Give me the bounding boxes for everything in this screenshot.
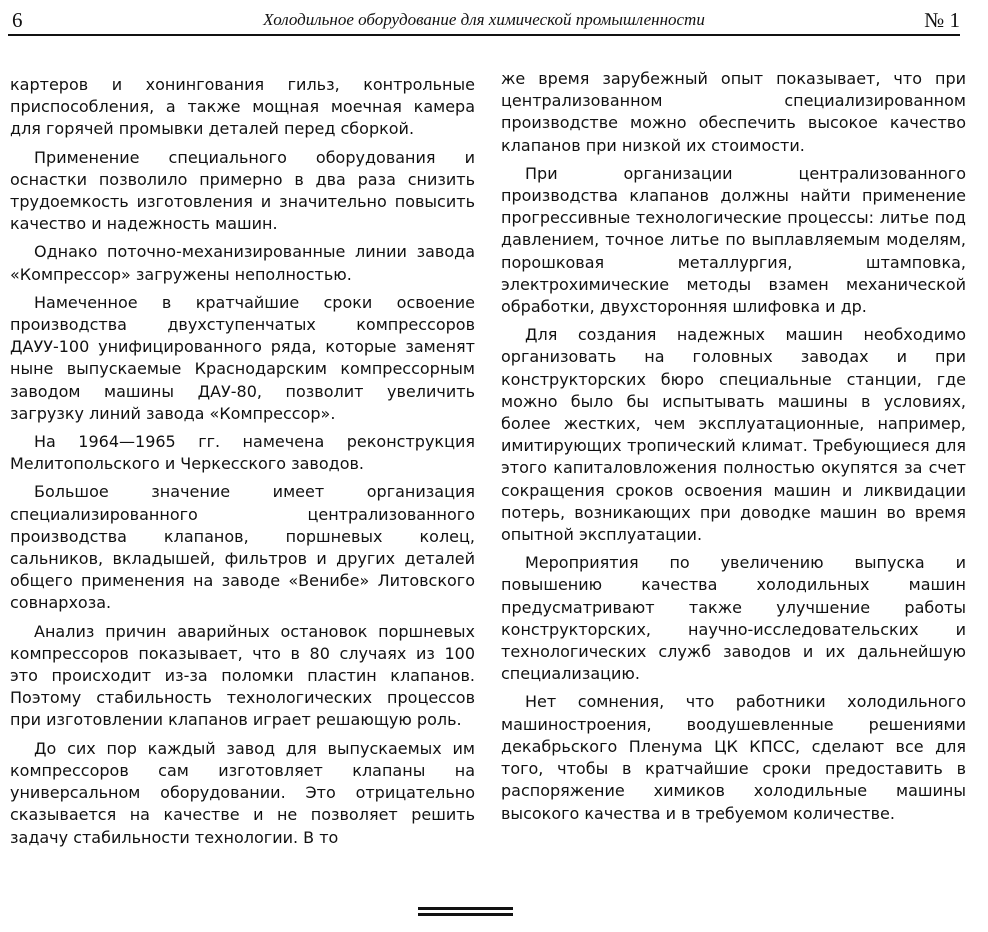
issue-number: № 1 (924, 8, 960, 32)
right-column (501, 68, 966, 831)
paragraph: Намеченное в кратчайшие сроки освоение производства двухступенчатых компрессоров ДАУУ-100 унифицированного ряда, которые заменят ныне выпускаемые Краснодарским компрессорным заводом машины ДАУ-80, позволит увеличить загрузку линий завода «Компрессор». (10, 292, 475, 423)
end-of-article-rule (418, 907, 513, 919)
paragraph: На 1964—1965 гг. намечена реконструкция Мелитопольского и Черкесского заводов. (10, 432, 475, 474)
left-column (10, 74, 475, 855)
rule-line (418, 907, 513, 910)
paragraph: Нет сомнения, что работники холодильного машиностроения, воодушевленные решениями декабрьского Пленума ЦК КПСС, сделают все для того, чтобы в кратчайшие сроки предоставить в распоряжение химиков холодильные машины высокого качества и в требуемом количестве. (501, 692, 966, 823)
paragraph: Однако поточно-механизированные линии завода «Компрессор» загружены неполностью. (10, 242, 475, 284)
paragraph: же время зарубежный опыт показывает, что при централизованном специализированном производстве можно обеспечить высокое качество клапанов при низкой их стоимости. (501, 69, 966, 155)
paragraph: картеров и хонингования гильз, контрольные приспособления, а также мощная моечная камера для горячей промывки деталей перед сборкой. (10, 75, 475, 139)
running-title: Холодильное оборудование для химической промышленности (263, 10, 705, 29)
paragraph: До сих пор каждый завод для выпускаемых им компрессоров сам изготовляет клапаны на универсальном оборудовании. Это отрицательно сказывается на качестве и не позволяет решить задачу стабильности технологии. В то (10, 738, 475, 847)
page-header (8, 8, 960, 36)
rule-line (418, 913, 513, 916)
paragraph: Мероприятия по увеличению выпуска и повышению качества холодильных машин предусматривают также улучшение работы конструкторских, научно-исследовательских и технологических служб заводов и их дальнейшую специализацию. (501, 553, 966, 684)
paragraph: Применение специального оборудования и оснастки позволило примерно в два раза снизить трудоемкость изготовления и значительно повысить качество и надежность машин. (10, 147, 475, 234)
paragraph: Для создания надежных машин необходимо организовать на головных заводах и при конструкторских бюро специальные станции, где можно было бы испытывать машины в условиях, более жестких, чем эксплуатационные, например, имитирующих тропический климат. Требующиеся для этого капиталовложения полностью окупятся за счет сокращения сроков освоения машин и ликвидации потерь, возникающих при доводке машин во время опытной эксплуатации. (501, 325, 966, 545)
paragraph: Большое значение имеет организация специализированного централизованного производства клапанов, поршневых колец, сальников, вкладышей, фильтров и других деталей общего применения на заводе «Венибе» Литовского совнархоза. (10, 482, 475, 613)
paragraph: При организации централизованного производства клапанов должны найти применение прогрессивные технологические процессы: литье под давлением, точное литье по выплавляемым моделям, порошковая металлургия, штамповка, электрохимические методы взамен механической обработки, двухсторонняя шлифовка и др. (501, 163, 966, 317)
paragraph: Анализ причин аварийных остановок поршневых компрессоров показывает, что в 80 случаях из 100 это происходит из-за поломки пластин клапанов. Поэтому стабильность технологических процессов при изготовлении клапанов играет решающую роль. (10, 621, 475, 730)
page-number: 6 (12, 8, 23, 32)
